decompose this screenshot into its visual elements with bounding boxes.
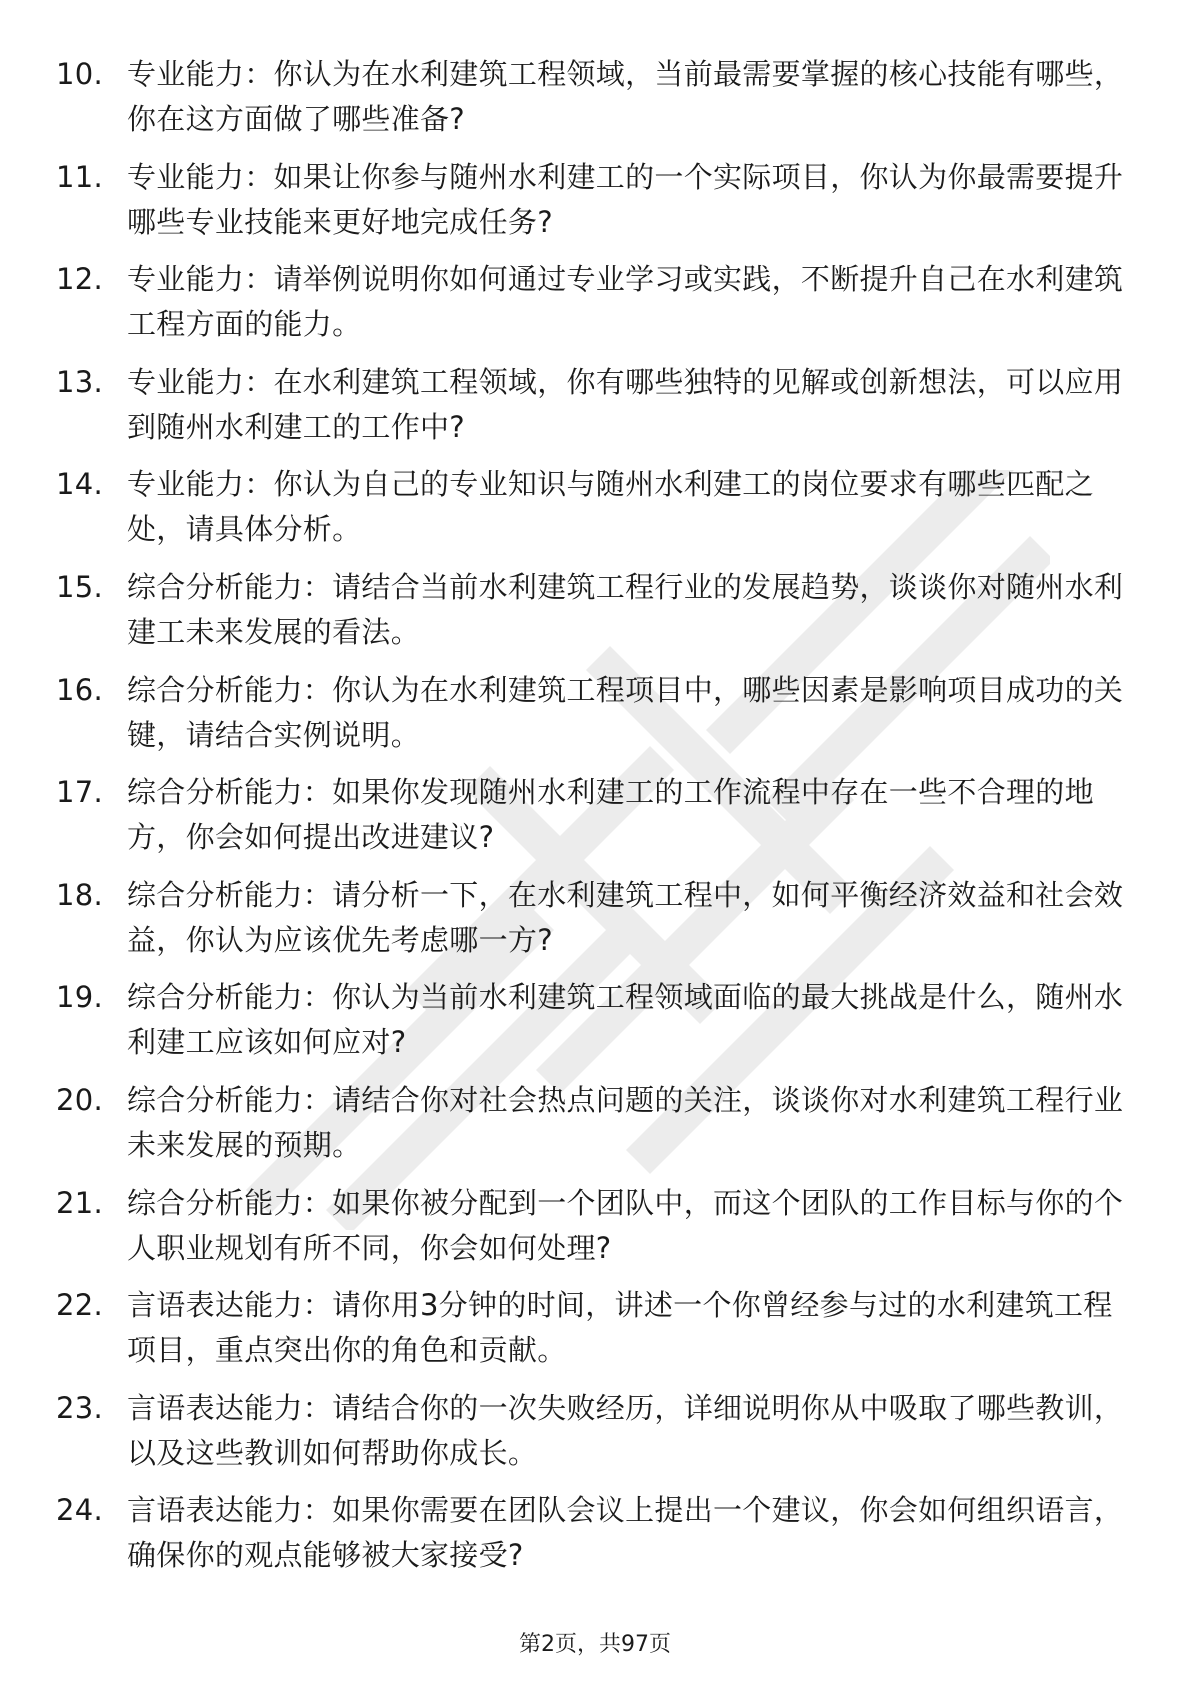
list-item [56,668,1136,758]
question-list [56,52,1136,1591]
question-number: 22. [56,1288,104,1323]
question-text: 综合分析能力：你认为在水利建筑工程项目中，哪些因素是影响项目成功的关键，请结合实例说明。 [127,672,1124,752]
question-number: 15. [56,569,104,604]
question-text: 言语表达能力：如果你需要在团队会议上提出一个建议，你会如何组织语言，确保你的观点能够被大家接受? [127,1493,1124,1573]
question-number: 23. [56,1390,104,1425]
question-text: 专业能力：在水利建筑工程领域，你有哪些独特的见解或创新想法，可以应用到随州水利建工的工作中? [127,364,1124,444]
question-text: 综合分析能力：请结合当前水利建筑工程行业的发展趋势，谈谈你对随州水利建工未来发展的看法。 [127,569,1124,649]
question-text: 综合分析能力：你认为当前水利建筑工程领域面临的最大挑战是什么，随州水利建工应该如何应对? [127,980,1124,1060]
page-number-label: 第2页，共97页 [519,1632,671,1657]
question-text: 综合分析能力：请结合你对社会热点问题的关注，谈谈你对水利建筑工程行业未来发展的预期。 [127,1082,1124,1162]
question-number: 21. [56,1185,104,1220]
question-text: 专业能力：你认为在水利建筑工程领域，当前最需要掌握的核心技能有哪些，你在这方面做了哪些准备? [127,57,1124,136]
list-item [56,1181,1136,1271]
question-number: 17. [56,775,104,810]
list-item [56,770,1136,860]
question-text: 综合分析能力：如果你被分配到一个团队中，而这个团队的工作目标与你的个人职业规划有所不同，你会如何处理? [127,1185,1124,1265]
list-item [56,873,1136,963]
list-item [56,1488,1136,1578]
list-item [56,155,1136,245]
list-item [56,360,1136,450]
question-text: 专业能力：请举例说明你如何通过专业学习或实践，不断提升自己在水利建筑工程方面的能力。 [127,262,1124,342]
list-item [56,1386,1136,1476]
question-number: 16. [56,672,104,707]
question-number: 20. [56,1082,104,1117]
question-text: 专业能力：你认为自己的专业知识与随州水利建工的岗位要求有哪些匹配之处，请具体分析。 [127,467,1094,547]
list-item [56,257,1136,347]
question-number: 13. [56,364,104,399]
list-item [56,462,1136,552]
question-number: 24. [56,1493,104,1528]
question-text: 言语表达能力：请你用3分钟的时间，讲述一个你曾经参与过的水利建筑工程项目，重点突出你的角色和贡献。 [127,1288,1113,1368]
question-number: 18. [56,877,104,912]
question-text: 专业能力：如果让你参与随州水利建工的一个实际项目，你认为你最需要提升哪些专业技能来更好地完成任务? [127,159,1124,239]
list-item [56,52,1136,142]
question-text: 综合分析能力：如果你发现随州水利建工的工作流程中存在一些不合理的地方，你会如何提出改进建议? [127,775,1094,855]
question-number: 12. [56,262,104,297]
question-text: 言语表达能力：请结合你的一次失败经历，详细说明你从中吸取了哪些教训，以及这些教训如何帮助你成长。 [127,1390,1124,1470]
list-item [56,975,1136,1065]
question-text: 综合分析能力：请分析一下，在水利建筑工程中，如何平衡经济效益和社会效益，你认为应该优先考虑哪一方? [127,877,1124,957]
question-number: 11. [56,159,104,194]
question-number: 19. [56,980,104,1015]
list-item [56,1078,1136,1168]
list-item [56,565,1136,655]
question-number: 14. [56,467,104,502]
page-footer [0,1630,1190,1660]
list-item [56,1283,1136,1373]
question-number: 10. [56,57,104,91]
